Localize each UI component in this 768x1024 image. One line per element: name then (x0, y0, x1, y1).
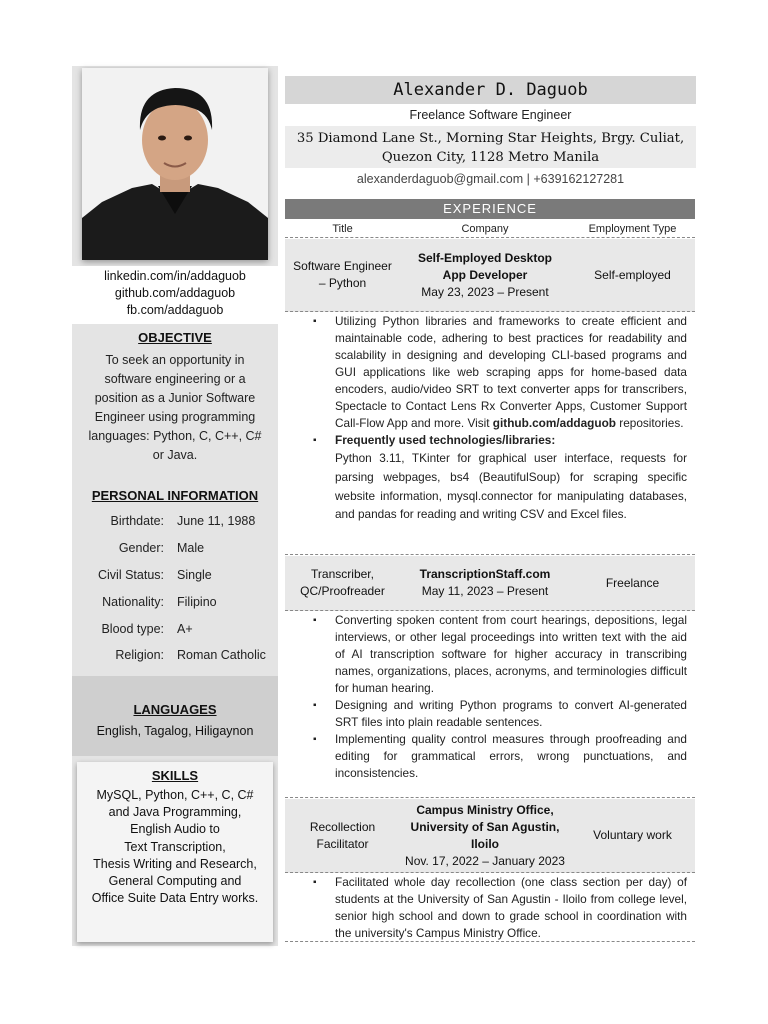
languages-heading: LANGUAGES (133, 702, 217, 717)
column-company: Company (461, 222, 509, 235)
job-dates: Nov. 17, 2022 – January 2023 (405, 853, 565, 868)
nationality-value: Filipino (177, 594, 217, 609)
languages-text: English, Tagalog, Hiligaynon (96, 724, 254, 738)
github-link[interactable]: github.com/addaguob (114, 286, 236, 300)
job-title-line: QC/Proofreader (300, 584, 385, 598)
company-line: TranscriptionStaff.com (419, 567, 551, 581)
job-bullet: ▪ Utilizing Python libraries and frameworks to create efficient and maintainable code, adhering to best practices for readability and scalability in designing and developing CLI-based programs and GUI applications like web scraping apps for home-based data encoders, audio/video SRT to text converter apps for transcribers, Spectacle to Contact Lens Rx Converter Apps, Customer Support Call-Flow App and more. Visit github.com/addaguob repositories. (335, 313, 687, 432)
religion-value: Roman Catholic (177, 648, 266, 663)
company-line: Self-Employed Desktop (417, 250, 553, 265)
job-header (285, 799, 695, 873)
employment-type: Voluntary work (593, 828, 672, 842)
languages-section (72, 676, 278, 756)
gender-value: Male (177, 541, 205, 556)
gender-label: Gender: (118, 541, 164, 556)
skills-line: MySQL, Python, C++, C, C# (96, 788, 254, 802)
column-title: Title (332, 222, 353, 235)
skills-line: Thesis Writing and Research, (93, 856, 257, 871)
technologies-text: Python 3.11, TKinter for graphical user interface, requests for parsing webpages, bs4 (BeautifulSoup) for scraping specific website information, mysql.connector for manipulating databases, and pandas for reading and writing CSV and Excel files. (335, 451, 687, 522)
job-company (400, 802, 570, 870)
linkedin-link[interactable]: linkedin.com/in/addaguob (104, 269, 246, 283)
company-line: Campus Ministry Office, (416, 802, 554, 817)
address-line: Quezon City, 1128 Metro Manila (381, 150, 600, 165)
skills-section (77, 762, 273, 942)
job-company (400, 250, 570, 301)
birthdate-label: Birthdate: (110, 514, 164, 529)
birthdate-value: June 11, 1988 (177, 514, 256, 529)
company-line: App Developer (442, 267, 528, 282)
profile-photo-image (82, 68, 268, 260)
job-bullet: ▪ Designing and writing Python programs to convert AI-generated SRT files into plain readable sentences. (335, 697, 687, 731)
personal-info-row (72, 562, 278, 589)
personal-info-row (72, 508, 278, 535)
skills-heading: SKILLS (151, 768, 199, 783)
skills-text (77, 787, 273, 907)
job-details (285, 612, 695, 798)
skills-line: General Computing and (108, 874, 242, 889)
personal-info-row (72, 642, 278, 669)
profile-photo (82, 68, 268, 260)
job-title-line: Transcriber, (311, 567, 374, 581)
address-line: 35 Diamond Lane St., Morning Star Heights, Brgy. Culiat, (296, 131, 685, 146)
job-bullet: ▪ Facilitated whole day recollection (one class section per day) of students at the University of San Agustin - Iloilo from college level, senior high school and down to grade school in coordination with the university's Campus Ministry Office. (335, 874, 687, 942)
job-dates: May 11, 2023 – Present (421, 584, 549, 598)
religion-label: Religion: (115, 648, 164, 663)
skills-line: and Java Programming, (108, 805, 242, 820)
objective-heading: OBJECTIVE (138, 330, 212, 345)
contact-info[interactable]: alexanderdaguob@gmail.com | +639162127281 (356, 172, 625, 186)
blood-type-label: Blood type: (101, 621, 164, 636)
job-title (285, 819, 400, 853)
job-bullet (335, 432, 687, 449)
company-line: University of San Agustin, (410, 819, 560, 834)
blood-type-value: A+ (177, 621, 193, 636)
experience-heading: EXPERIENCE (285, 199, 695, 219)
civil-status-value: Single (177, 567, 212, 582)
nationality-label: Nationality: (102, 594, 164, 609)
job-title (285, 258, 400, 292)
personal-info-row (72, 588, 278, 615)
personal-info-row (72, 615, 278, 642)
job-title (285, 566, 400, 600)
personal-info-row (72, 535, 278, 562)
social-links (72, 266, 278, 324)
skills-line: English Audio to (130, 822, 220, 837)
job-bullet: ▪ Converting spoken content from court hearings, depositions, legal interviews, or other legal proceedings into written text with the aid of AI transcription software for higher accuracy in transcribing names, organizations, places, acronyms, and terminologies difficult for human hearing. (335, 612, 687, 697)
objective-section (72, 324, 278, 474)
job-company (400, 566, 570, 600)
job-details (285, 313, 695, 555)
skills-line: Office Suite Data Entry works. (91, 891, 259, 906)
job-title-line: – Python (318, 276, 367, 290)
employment-type: Freelance (605, 575, 660, 590)
facebook-link[interactable]: fb.com/addaguob (126, 303, 224, 317)
personal-info-section (72, 488, 278, 674)
job-title-line: Facilitator (316, 836, 369, 851)
job-role: Freelance Software Engineer (409, 108, 572, 122)
civil-status-label: Civil Status: (98, 567, 164, 582)
job-details (285, 874, 695, 942)
personal-info-heading: PERSONAL INFORMATION (91, 488, 259, 503)
skills-line: Text Transcription, (124, 839, 226, 854)
technologies-heading: Frequently used technologies/libraries: (335, 433, 556, 447)
company-line: Iloilo (471, 836, 499, 851)
employment-type: Self-employed (594, 267, 671, 282)
job-title-line: Software Engineer (293, 259, 392, 273)
job-bullet: ▪ Implementing quality control measures through proofreading and editing for grammatical errors, wrong punctuations, and inconsistencies. (335, 731, 687, 782)
github-repo-link[interactable]: github.com/addaguob (492, 416, 616, 430)
column-employment-type: Employment Type (588, 222, 677, 235)
candidate-name: Alexander D. Daguob (285, 76, 696, 104)
job-title-line: Recollection (309, 819, 376, 834)
job-header (285, 556, 695, 611)
address (285, 126, 696, 168)
job-header (285, 239, 695, 312)
experience-column-headers (285, 220, 695, 238)
objective-text: To seek an opportunity in software engineering or a position as a Junior Software Engineer using programming languages: Python, C, C++, C# or Java. (88, 353, 262, 462)
job-dates: May 23, 2023 – Present (421, 284, 549, 299)
